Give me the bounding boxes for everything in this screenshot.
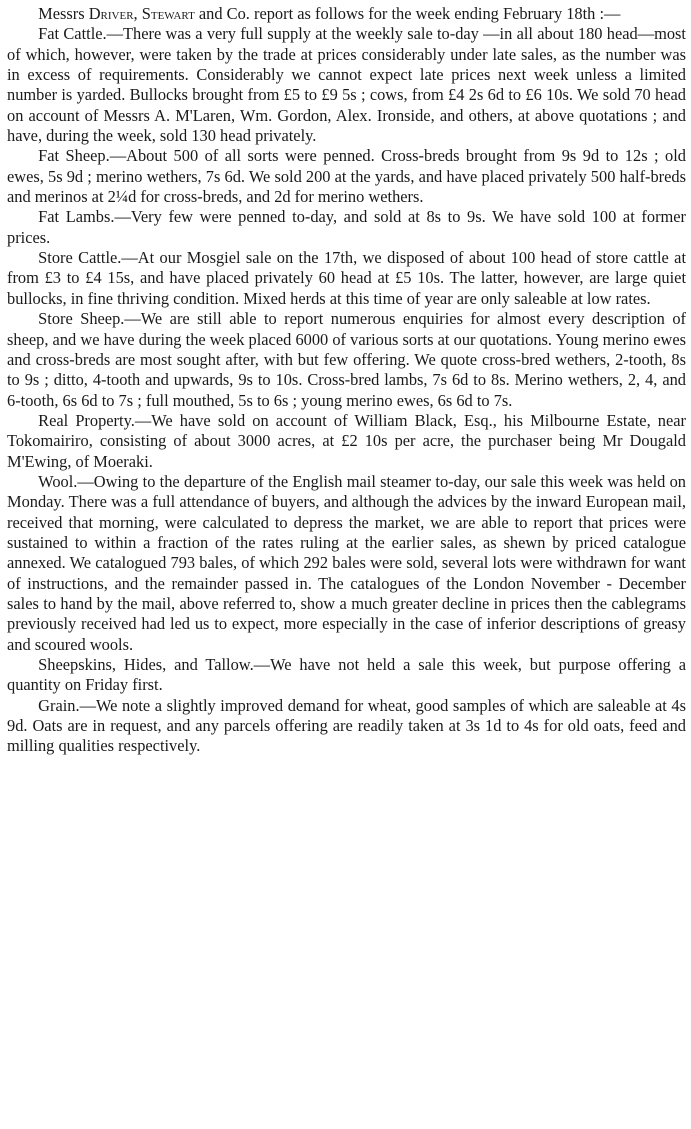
section-text: —We have sold on account of William Black, Esq., his Milbourne Estate, near Tokomairiro, consisting of about 3000 acres, at £2 10s per acre, the purchaser being Mr Dougald M'Ewing, of Moeraki. xyxy=(7,410,686,471)
section-sheepskins-hides-tallow xyxy=(7,655,686,696)
section-wool xyxy=(7,472,686,655)
intro-paragraph xyxy=(7,4,686,24)
section-heading: Fat Cattle. xyxy=(38,24,107,44)
section-heading: Fat Sheep. xyxy=(38,146,110,166)
section-text: —Very few were penned to-day, and sold at 8s to 9s. We have sold 100 at former prices. xyxy=(7,207,687,247)
section-text: —About 500 of all sorts were penned. Cross-breds brought from 9s 9d to 12s ; old ewes, 5s 9d ; merino wethers, 7s 6d. We sold 200 at the yards, and have placed privately 500 half-breds and merinos at 2¼d for cross-breds, and 2d for merino wethers. xyxy=(7,146,686,207)
section-store-cattle xyxy=(7,248,686,309)
section-text: —At our Mosgiel sale on the 17th, we disposed of about 100 head of store cattle at from £3 to £4 15s, and have placed privately 60 head at £5 10s. The latter, however, are large quiet bullocks, in fine thriving condition. Mixed herds at this time of year are only saleable at low rates. xyxy=(7,248,686,308)
section-real-property xyxy=(7,411,686,472)
intro-prefix: Messrs xyxy=(38,4,89,23)
section-fat-lambs xyxy=(7,207,686,248)
section-heading: Store Sheep. xyxy=(38,309,125,329)
section-text: —There was a very full supply at the weekly sale to-day —in all about 180 head—most of which, however, were taken by the trade at prices considerably under late sales, as the number was in excess of requirements. Considerably we cannot expect late prices next week unless a limited number is yarded. Bullocks brought from £5 to £9 5s ; cows, from £4 2s 6d to £6 10s. We sold 70 head on account of Messrs A. M'Laren, Wm. Gordon, Alex. Ironside, and others, at above quotations ; and have, during the week, sold 130 head privately. xyxy=(7,24,686,146)
section-text: —We are still able to report numerous enquiries for almost every description of sheep, and we have during the week placed 6000 of various sorts at our quotations. Young merino ewes and cross-breds are most sought after, with but few offering. We quote cross-bred wethers, 2-tooth, 8s to 9s ; ditto, 4-tooth and upwards, 9s to 10s. Cross-bred lambs, 7s 6d to 8s. Merino wethers, 2, 4, and 6-tooth, 6s 6d to 7s ; full mouthed, 5s to 6s ; young merino ewes, 6s 6d to 7s. xyxy=(7,309,686,410)
section-store-sheep xyxy=(7,309,686,411)
section-heading: Wool. xyxy=(38,471,78,491)
section-heading: Grain. xyxy=(38,695,80,715)
section-text: —We note a slightly improved demand for wheat, good samples of which are saleable at 4s 9d. Oats are in request, and any parcels offering are readily taken at 3s 1d to 4s for old oats, feed and milling qualities respectively. xyxy=(7,695,686,756)
firm-name-driver: Driver xyxy=(88,4,134,23)
section-text: —We have not held a sale this week, but purpose offering a quantity on Friday first. xyxy=(7,655,686,695)
section-heading: Fat Lambs. xyxy=(38,207,115,227)
section-heading: Store Cattle. xyxy=(38,248,122,268)
section-heading: Real Property. xyxy=(38,410,135,430)
section-fat-sheep xyxy=(7,146,686,207)
firm-name-stewart: Stewart xyxy=(141,4,195,23)
intro-comma: , xyxy=(133,4,142,23)
section-grain xyxy=(7,696,686,757)
section-fat-cattle xyxy=(7,24,686,146)
section-text: —Owing to the departure of the English mail steamer to-day, our sale this week was held on Monday. There was a full attendance of buyers, and although the advices by the inward European mail, received that morning, were calculated to depress the market, we are able to report that prices were sustained to within a fraction of the rates ruling at the earlier sales, as shewn by priced catalogue annexed. We catalogued 793 bales, of which 292 bales were sold, several lots were withdrawn for want of instructions, and the remainder passed in. The catalogues of the London November - December sales to hand by the mail, above referred to, show a much greater decline in prices then the cablegrams previously received had led us to expect, more especially in the case of inferior descriptions of greasy and scoured wools. xyxy=(7,471,686,654)
section-heading: Sheepskins, Hides, and Tallow. xyxy=(38,655,254,674)
intro-rest: and Co. report as follows for the week ending February 18th :— xyxy=(194,4,621,23)
